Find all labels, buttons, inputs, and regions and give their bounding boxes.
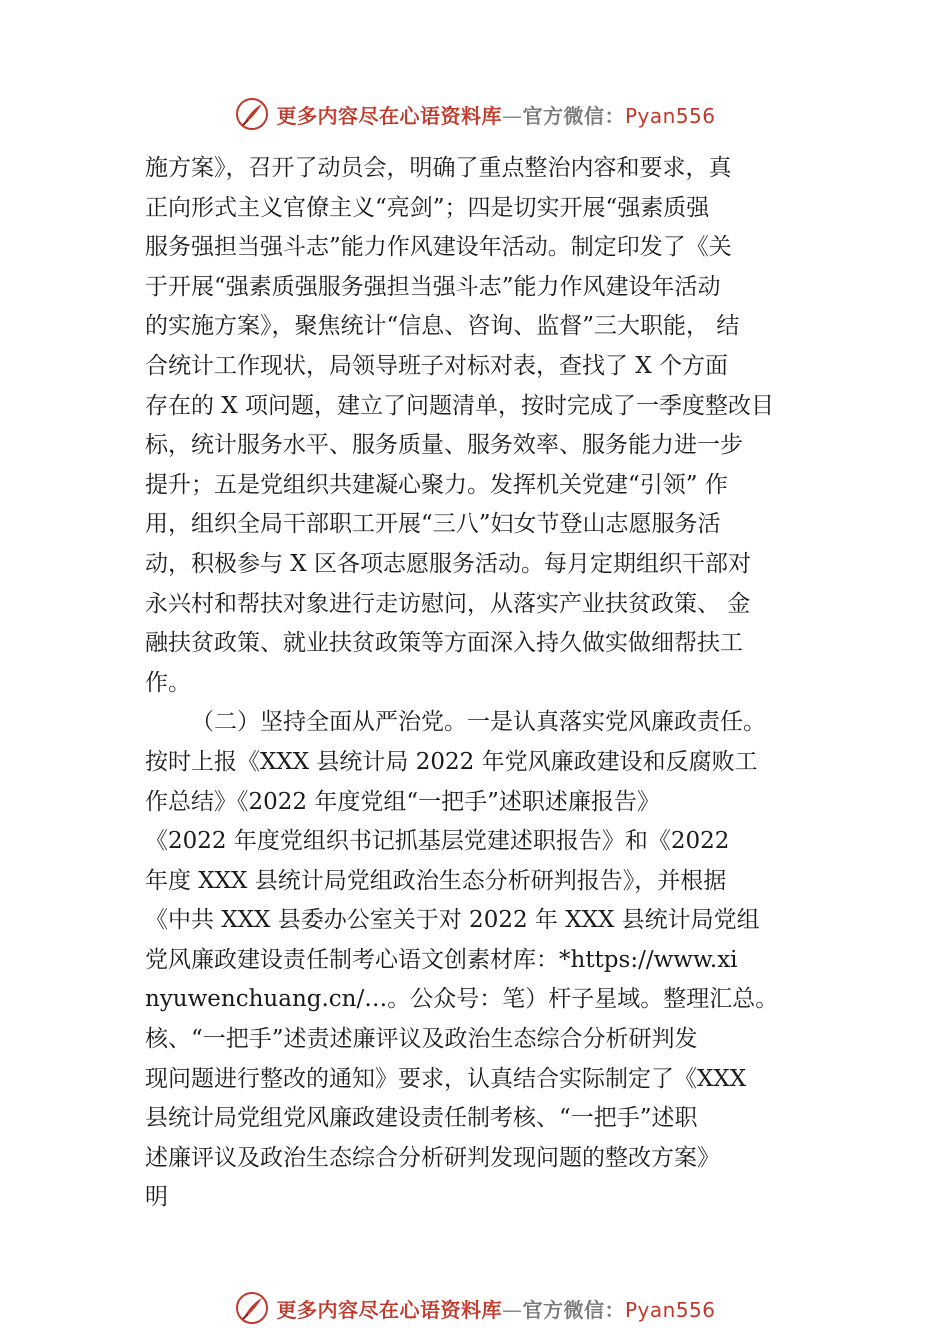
text-line: 年度 XXX 县统计局党组政治生态分析研判报告》，并根据 (145, 867, 727, 894)
document-body (145, 149, 811, 1218)
header-banner-text (276, 100, 715, 129)
text-line: 明 (145, 1184, 168, 1211)
text-line: 党风廉政建设责任制考心语文创素材库：*https://www.xi (145, 946, 738, 973)
footer-wechat-id: Pyan556 (624, 1297, 716, 1322)
header-dash: — (501, 103, 523, 128)
header-brand: 更多内容尽在心语资料库 (276, 103, 502, 128)
text-line: 服务强担当强斗志”能力作风建设年活动。制定印发了《关 (145, 234, 732, 261)
text-line: 动，积极参与 X 区各项志愿服务活动。每月定期组织干部对 (145, 550, 751, 577)
text-line: 提升；五是党组织共建凝心聚力。发挥机关党建“引领” 作 (145, 471, 728, 498)
text-line: 正向形式主义官僚主义“亮剑”；四是切实开展“强素质强 (145, 194, 710, 221)
text-line: 作。 (145, 669, 191, 696)
header-wechat-id: Pyan556 (624, 103, 716, 128)
header-banner (0, 94, 950, 134)
footer-banner-text (276, 1294, 715, 1323)
footer-brand: 更多内容尽在心语资料库 (276, 1297, 502, 1322)
text-line: 用，组织全局干部职工开展“三八”妇女节登山志愿服务活 (145, 511, 721, 538)
text-line: 标，统计服务水平、服务质量、服务效率、服务能力进一步 (145, 432, 743, 459)
text-line: 按时上报《XXX 县统计局 2022 年党风廉政建设和反腐败工 (145, 748, 758, 775)
quill-logo-icon (234, 96, 270, 132)
header-wechat-label: 官方微信： (522, 103, 625, 128)
text-line: 现问题进行整改的通知》要求，认真结合实际制定了《XXX (145, 1065, 747, 1092)
section-heading-line: （二）坚持全面从严治党。一是认真落实党风廉政责任。 (191, 709, 766, 736)
text-line: 作总结》《2022 年度党组“一把手”述职述廉报告》 (145, 788, 660, 815)
text-line: 的实施方案》，聚焦统计“信息、咨询、监督”三大职能， 结 (145, 313, 740, 340)
text-line: 施方案》，召开了动员会，明确了重点整治内容和要求，真 (145, 155, 732, 181)
text-line: 于开展“强素质强服务强担当强斗志”能力作风建设年活动 (145, 273, 721, 300)
text-line: nyuwenchuang.cn/…。公众号：笔）杆子星域。整理汇总。 (145, 986, 779, 1013)
footer-dash: — (501, 1297, 523, 1322)
footer-wechat-label: 官方微信： (522, 1297, 625, 1322)
text-line: 融扶贫政策、就业扶贫政策等方面深入持久做实做细帮扶工 (145, 630, 743, 657)
text-line: 《2022 年度党组织书记抓基层党建述职报告》和《2022 (145, 828, 730, 855)
text-line: 县统计局党组党风廉政建设责任制考核、“一把手”述职 (145, 1105, 698, 1132)
text-line: 永兴村和帮扶对象进行走访慰问，从落实产业扶贫政策、 金 (145, 590, 751, 617)
text-line: 述廉评议及政治生态综合分析研判发现问题的整改方案》 (145, 1144, 720, 1171)
text-line: 《中共 XXX 县委办公室关于对 2022 年 XXX 县统计局党组 (145, 907, 760, 934)
text-line: 合统计工作现状，局领导班子对标对表，查找了 X 个方面 (145, 352, 728, 379)
text-line: 存在的 X 项问题，建立了问题清单，按时完成了一季度整改目 (145, 392, 774, 419)
text-line: 核、“一把手”述责述廉评议及政治生态综合分析研判发 (145, 1026, 698, 1053)
footer-banner (0, 1288, 950, 1328)
quill-logo-icon (234, 1290, 270, 1326)
